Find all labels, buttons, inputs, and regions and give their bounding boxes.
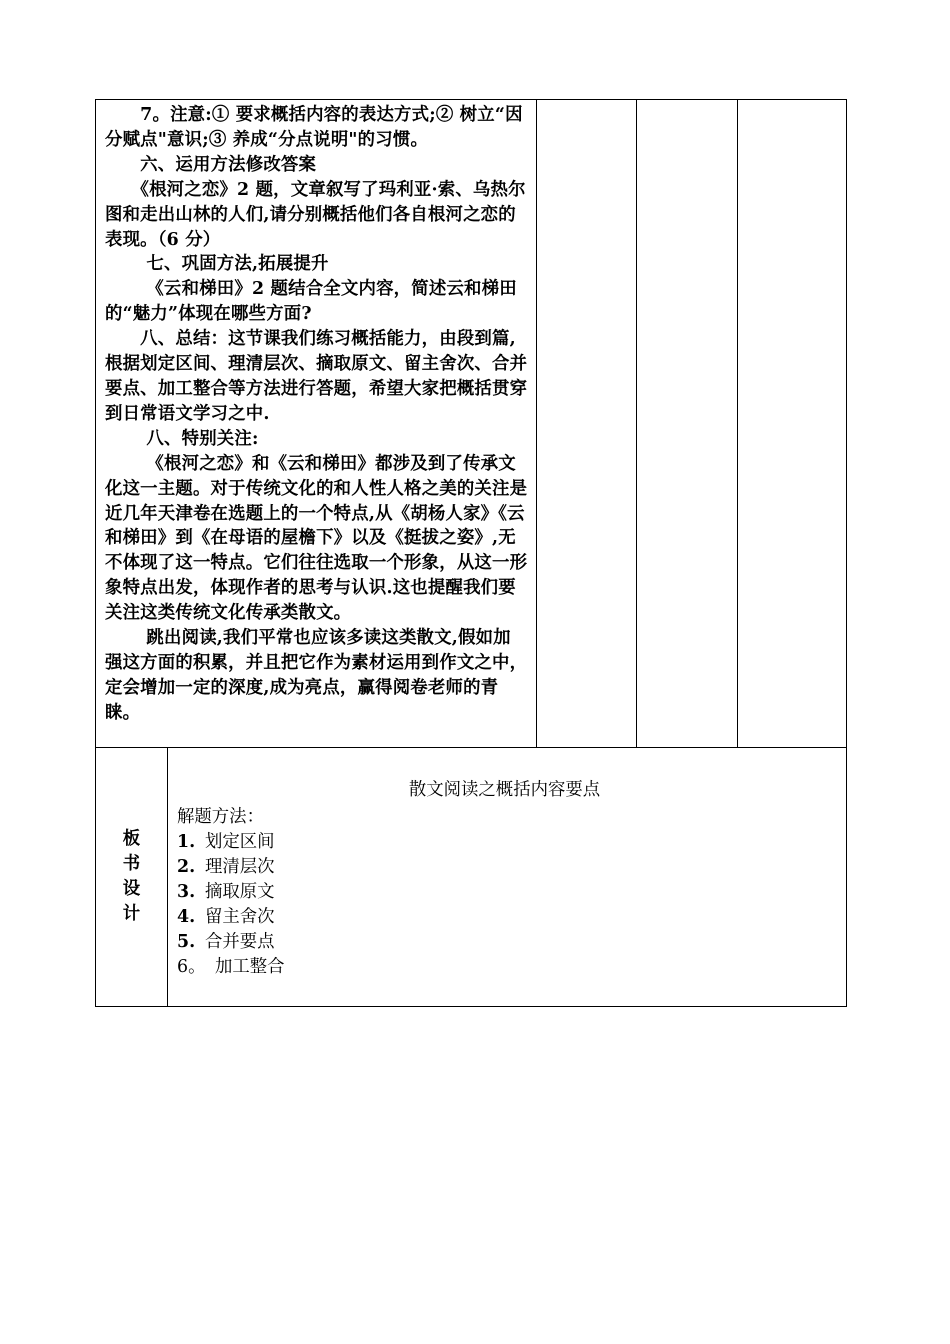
list-item-number: 3. (177, 882, 196, 902)
board-design-label (96, 748, 168, 1007)
list-item (177, 955, 846, 980)
empty-column-cell-3 (738, 100, 847, 748)
list-item-text: 理清层次 (205, 857, 275, 877)
board-design-content (168, 748, 847, 1007)
board-subtitle: 解题方法： (177, 807, 264, 827)
paragraph-section-6: 六、运用方法修改答案 (105, 154, 317, 175)
board-label-char: 板 (122, 829, 141, 849)
list-item-text: 留主舍次 (205, 907, 275, 927)
list-item (177, 905, 846, 930)
list-item (177, 830, 846, 855)
list-item-text: 加工整合 (215, 957, 285, 977)
list-item (177, 930, 846, 955)
empty-column-cell-1 (537, 100, 637, 748)
board-label-char: 书 (122, 854, 141, 874)
paragraph-yunhe-question: 《云和梯田》2 题结合全文内容，简述云和梯田的“魅力”体现在哪些方面? (105, 279, 517, 325)
paragraph-special-attention-heading: 八、特别关注: (105, 428, 259, 449)
paragraph-genhe-question: 《根河之恋》2 题，文章叙写了玛利亚·索、乌热尔图和走出山林的人们,请分别概括他们各自根河之恋的表现。（6 分） (105, 179, 526, 250)
paragraph-note-7: 7。注意:① 要求概括内容的表达方式;② 树立“因分赋点"意识;③ 养成“分点说明"的习惯。 (105, 105, 523, 150)
paragraph-special-attention-body: 《根河之恋》和《云和梯田》都涉及到了传承文化这一主题。对于传统文化的和人性人格之美的关注是近几年天津卷在选题上的一个特点,从《胡杨人家》《云和梯田》到《在母语的屋檐下》以及《挺拔之姿》,无不体现了这一特点。它们往往选取一个形象，从这一形象特点出发，体现作者的思考与认识.这也提醒我们要关注这类传统文化传承类散文。 (105, 453, 528, 624)
list-item-number: 5. (177, 932, 196, 952)
list-item (177, 855, 846, 880)
method-list (177, 830, 846, 980)
board-title: 散文阅读之概括内容要点 (408, 780, 601, 800)
list-item-text: 合并要点 (205, 932, 275, 952)
board-label-char: 计 (122, 904, 141, 924)
list-item-number: 6。 (177, 957, 206, 977)
paragraph-summary: 八、总结：这节课我们练习概括能力，由段到篇,根据划定区间、理清层次、摘取原文、留主舍次、合并要点、加工整合等方法进行答题，希望大家把概括贯穿到日常语文学习之中. (105, 329, 528, 424)
list-item (177, 880, 846, 905)
lesson-plan-table (95, 99, 847, 1007)
list-item-text: 划定区间 (205, 832, 275, 852)
paragraph-section-7: 七、巩固方法,拓展提升 (105, 254, 329, 275)
board-label-char: 设 (122, 879, 141, 899)
list-item-number: 1. (177, 832, 196, 852)
lesson-content-row (96, 100, 847, 748)
list-item-number: 2. (177, 857, 196, 877)
list-item-number: 4. (177, 907, 196, 927)
teaching-process-cell (96, 100, 537, 748)
board-design-row (96, 748, 847, 1007)
list-item-text: 摘取原文 (205, 882, 275, 902)
empty-column-cell-2 (637, 100, 738, 748)
paragraph-reading-advice: 跳出阅读,我们平常也应该多读这类散文,假如加强这方面的积累，并且把它作为素材运用到作文之中，定会增加一定的深度,成为亮点，赢得阅卷老师的青睐。 (105, 628, 528, 723)
